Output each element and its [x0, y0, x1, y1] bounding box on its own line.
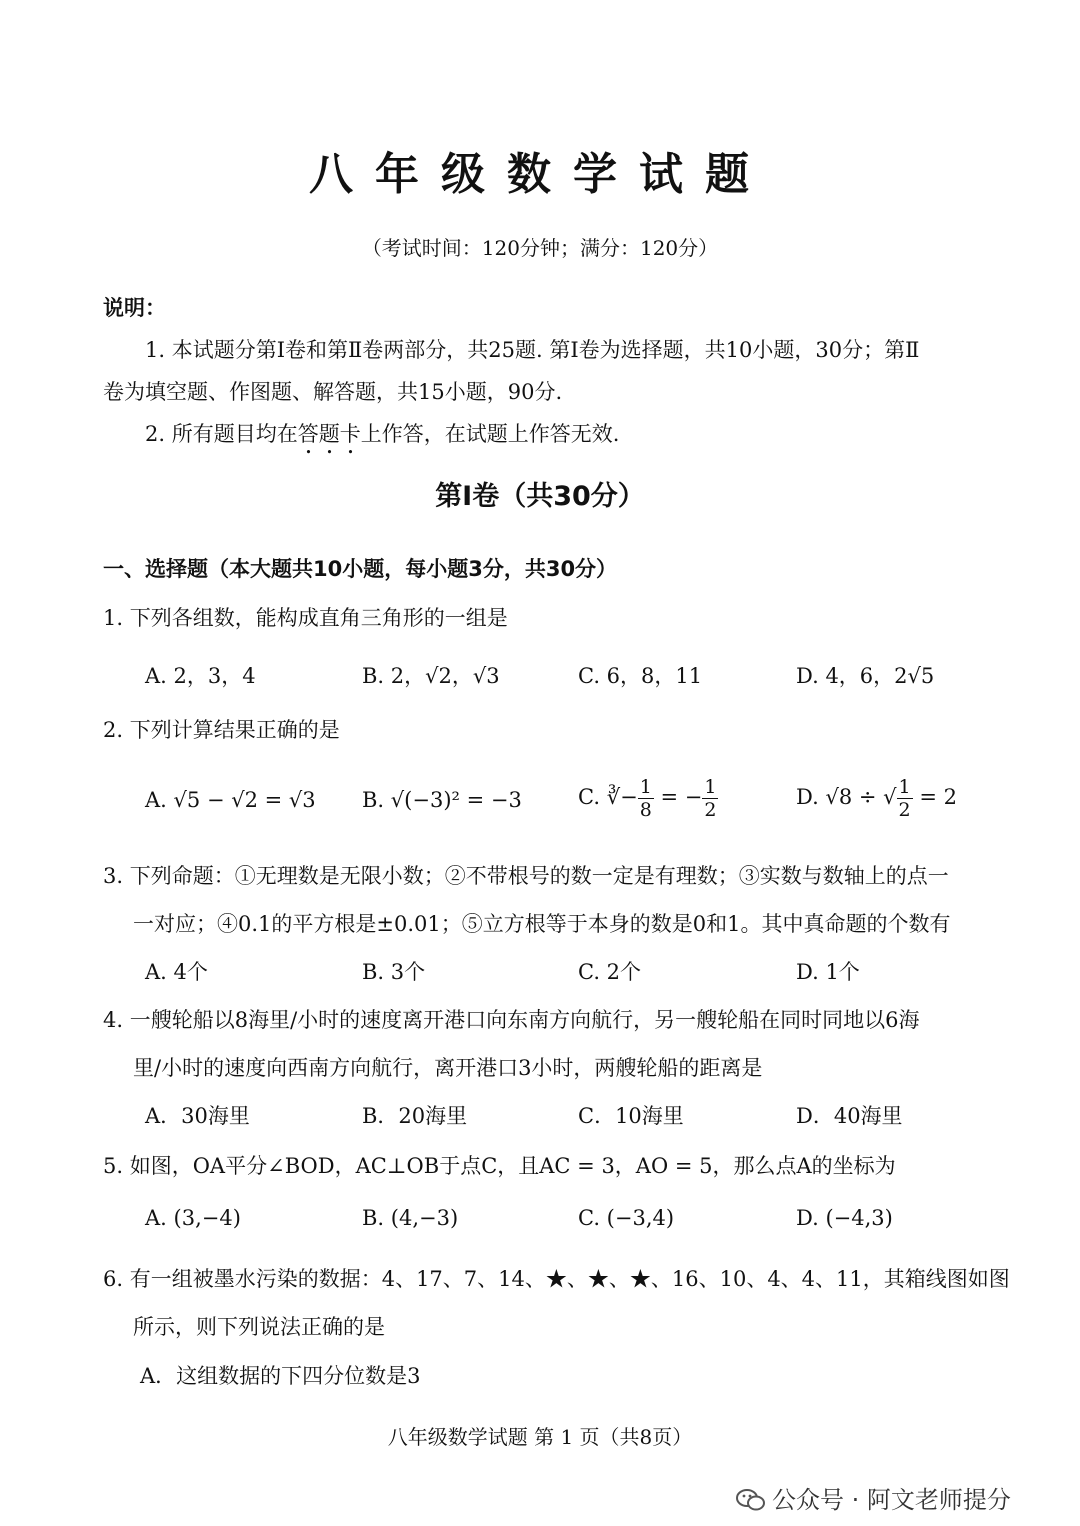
question-4-option-a: A．30海里 — [145, 1104, 250, 1128]
question-2-option-d — [796, 776, 957, 821]
q2-b-expr: √(−3)² = −3 — [390, 788, 522, 812]
q2-c-minus: − — [620, 785, 638, 809]
note-2-emphasis: 答题卡 — [297, 422, 361, 446]
watermark-text: 公众号 · 阿文老师提分 — [772, 1486, 1011, 1514]
note-2-pre: 2. 所有题目均在 — [145, 422, 298, 446]
q2-d-den: 2 — [898, 799, 911, 821]
question-4-option-b: B．20海里 — [362, 1104, 468, 1128]
page-footer: 八年级数学试题 第 1 页（共8页） — [387, 1425, 693, 1449]
note-2-post: 上作答，在试题上作答无效. — [360, 422, 620, 446]
q2-c-label: C. — [578, 785, 600, 809]
question-2-option-c — [578, 776, 718, 821]
q2-d-fraction — [897, 776, 913, 821]
question-1-option-c: C. 6，8，11 — [578, 664, 703, 688]
question-5-option-b: B. (4,−3) — [362, 1206, 459, 1230]
question-3-option-b: B. 3个 — [362, 960, 426, 984]
question-1-option-d: D. 4，6，2√5 — [796, 664, 935, 688]
question-3-option-d: D. 1个 — [796, 960, 860, 984]
question-5-option-d: D. (−4,3) — [796, 1206, 893, 1230]
q2-c-num: 1 — [639, 776, 652, 798]
wechat-icon — [736, 1489, 766, 1511]
question-3-stem-line-1: 3. 下列命题：①无理数是无限小数；②不带根号的数一定是有理数；③实数与数轴上的点一 — [103, 864, 949, 888]
section-title: 第Ⅰ卷（共30分） — [435, 481, 645, 512]
q2-c-rnum: 1 — [704, 776, 717, 798]
q2-c-den: 8 — [639, 799, 652, 821]
question-5-option-c: C. (−3,4) — [578, 1206, 675, 1230]
question-5-stem: 5. 如图，OA平分∠BOD，AC⊥OB于点C，且AC = 3，AO = 5，那么点A的坐标为 — [103, 1154, 896, 1178]
q2-d-pre: √8 ÷ √ — [825, 785, 897, 809]
q2-d-label: D. — [796, 785, 819, 809]
question-4-option-c: C．10海里 — [578, 1104, 684, 1128]
notes-heading: 说明： — [103, 296, 166, 320]
note-2 — [145, 418, 619, 459]
question-3-option-a: A. 4个 — [145, 960, 208, 984]
q2-b-label: B. — [362, 788, 385, 812]
exam-info: （考试时间：120分钟；满分：120分） — [361, 236, 719, 260]
question-3-stem-line-2: 一对应；④0.1的平方根是±0.01；⑤立方根等于本身的数是0和1。其中真命题的个数有 — [133, 912, 951, 936]
q2-c-result — [702, 776, 718, 821]
question-1-stem: 1. 下列各组数，能构成直角三角形的一组是 — [103, 606, 508, 630]
question-2-option-a — [145, 788, 316, 812]
q2-c-root: ∛ — [606, 785, 621, 809]
question-6-stem-line-2: 所示，则下列说法正确的是 — [133, 1315, 385, 1339]
q2-c-eq: = − — [660, 785, 703, 809]
q2-d-num: 1 — [898, 776, 911, 798]
question-1-option-a: A. 2，3，4 — [145, 664, 256, 688]
question-3-option-c: C. 2个 — [578, 960, 642, 984]
question-5-option-a: A. (3,−4) — [145, 1206, 241, 1230]
question-1-option-b: B. 2，√2，√3 — [362, 664, 500, 688]
q2-d-eq: = 2 — [919, 785, 957, 809]
question-6-option-a: A．这组数据的下四分位数是3 — [140, 1364, 421, 1388]
question-2-stem: 2. 下列计算结果正确的是 — [103, 718, 340, 742]
page-title: 八年级数学试题 — [309, 149, 771, 200]
question-4-stem-line-2: 里/小时的速度向西南方向航行，离开港口3小时，两艘轮船的距离是 — [133, 1056, 763, 1080]
q2-c-rden: 2 — [704, 799, 717, 821]
question-4-stem-line-1: 4. 一艘轮船以8海里/小时的速度离开港口向东南方向航行，另一艘轮船在同时同地以6海 — [103, 1008, 920, 1032]
question-2-option-b — [362, 788, 522, 812]
watermark — [736, 1480, 1011, 1515]
question-6-stem-line-1: 6. 有一组被墨水污染的数据：4、17、7、14、★、★、★、16、10、4、4、11，其箱线图如图 — [103, 1267, 1010, 1291]
q2-c-fraction — [638, 776, 654, 821]
question-4-option-d: D．40海里 — [796, 1104, 903, 1128]
note-1-line-2: 卷为填空题、作图题、解答题，共15小题，90分. — [103, 380, 563, 404]
q2-a-label: A. — [145, 788, 167, 812]
q2-a-expr: √5 − √2 = √3 — [173, 788, 316, 812]
part-heading: 一、选择题（本大题共10小题，每小题3分，共30分） — [103, 557, 618, 581]
note-1-line-1: 1. 本试题分第Ⅰ卷和第Ⅱ卷两部分，共25题. 第Ⅰ卷为选择题，共10小题，30分；第Ⅱ — [145, 338, 920, 362]
